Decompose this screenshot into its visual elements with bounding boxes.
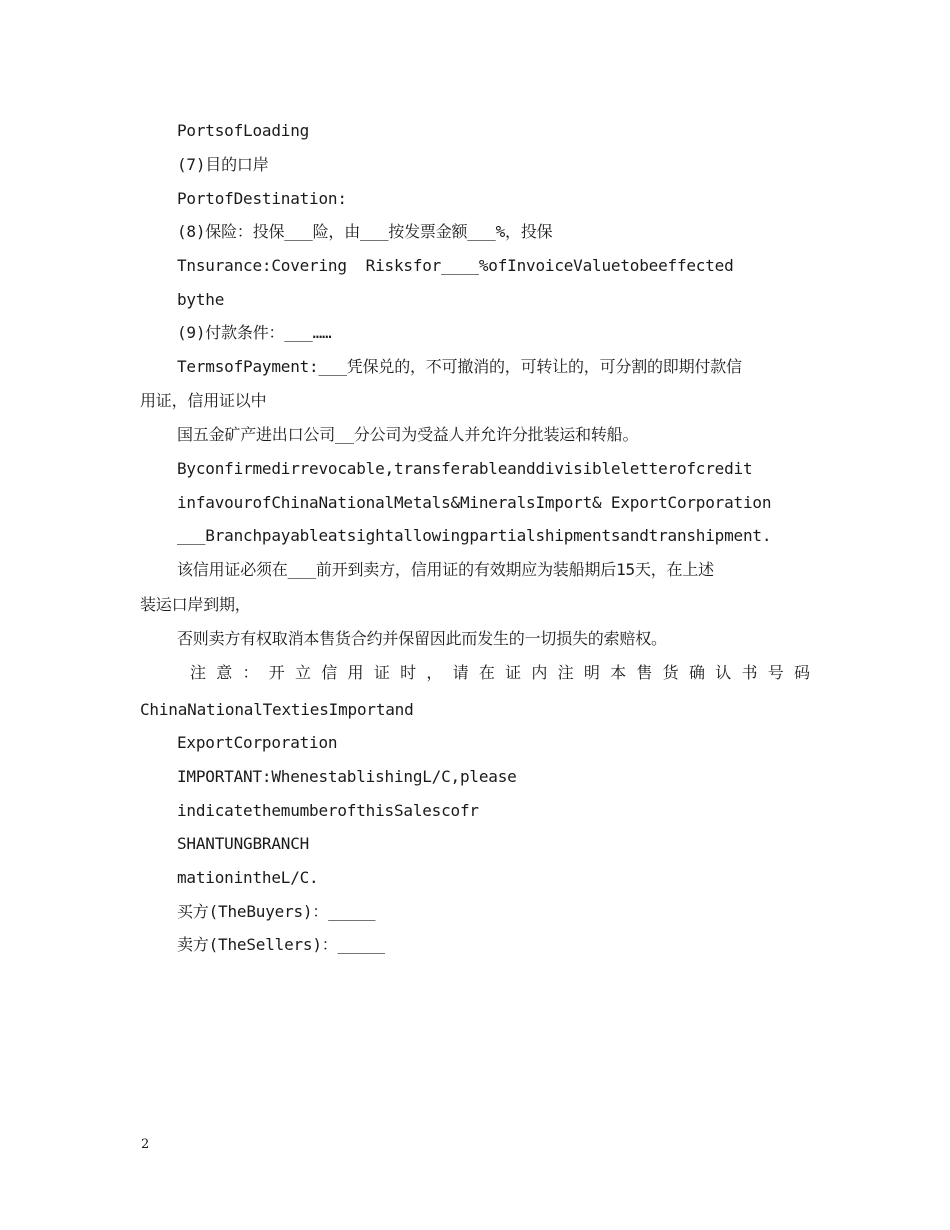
text-line: 用证，信用证以中 bbox=[140, 391, 267, 410]
page-number: 2 bbox=[141, 1137, 150, 1152]
text-line: 该信用证必须在___前开到卖方，信用证的有效期应为装船期后15天，在上述 bbox=[177, 560, 714, 579]
text-line: 买方(TheBuyers)：_____ bbox=[177, 902, 376, 921]
text-line: SHANTUNGBRANCH bbox=[177, 834, 310, 853]
text-line: (7)目的口岸 bbox=[177, 155, 269, 174]
text-line: 否则卖方有权取消本售货合约并保留因此而发生的一切损失的索赔权。 bbox=[177, 629, 667, 648]
text-line: PortsofLoading bbox=[177, 121, 310, 140]
text-line: mationintheL/C. bbox=[177, 868, 319, 887]
text-line: TermsofPayment:___凭保兑的，不可撤消的，可转让的，可分割的即期付款信 bbox=[177, 357, 742, 376]
text-line: ChinaNationalTextiesImportand bbox=[140, 700, 414, 719]
text-line: 装运口岸到期， bbox=[140, 595, 251, 614]
text-line: 国五金矿产进出口公司__分公司为受益人并允许分批装运和转船。 bbox=[177, 425, 639, 444]
text-line: ___Branchpayableatsightallowingpartialshipmentsandtranshipment. bbox=[177, 526, 772, 545]
text-line: 卖方(TheSellers)：_____ bbox=[177, 935, 385, 954]
text-line: (8)保险：投保___险，由___按发票金额___%，投保 bbox=[177, 222, 553, 241]
text-line: bythe bbox=[177, 290, 225, 309]
text-line: PortofDestination: bbox=[177, 189, 347, 208]
text-line: Tnsurance:Covering Risksfor____%ofInvoiceValuetobeeffected bbox=[177, 256, 734, 275]
text-line: ExportCorporation bbox=[177, 733, 338, 752]
text-line: 注意：开立信用证时，请在证内注明本售货确认书号码 bbox=[190, 663, 810, 682]
text-line: infavourofChinaNationalMetals&MineralsImport& ExportCorporation bbox=[177, 493, 772, 512]
text-line: Byconfirmedirrevocable,transferableanddivisibleletterofcredit bbox=[177, 459, 753, 478]
text-line: IMPORTANT:WhenestablishingL/C,please bbox=[177, 767, 517, 786]
text-line: (9)付款条件：___…… bbox=[177, 323, 332, 342]
text-line: indicatethemumberofthisSalescofr bbox=[177, 801, 479, 820]
